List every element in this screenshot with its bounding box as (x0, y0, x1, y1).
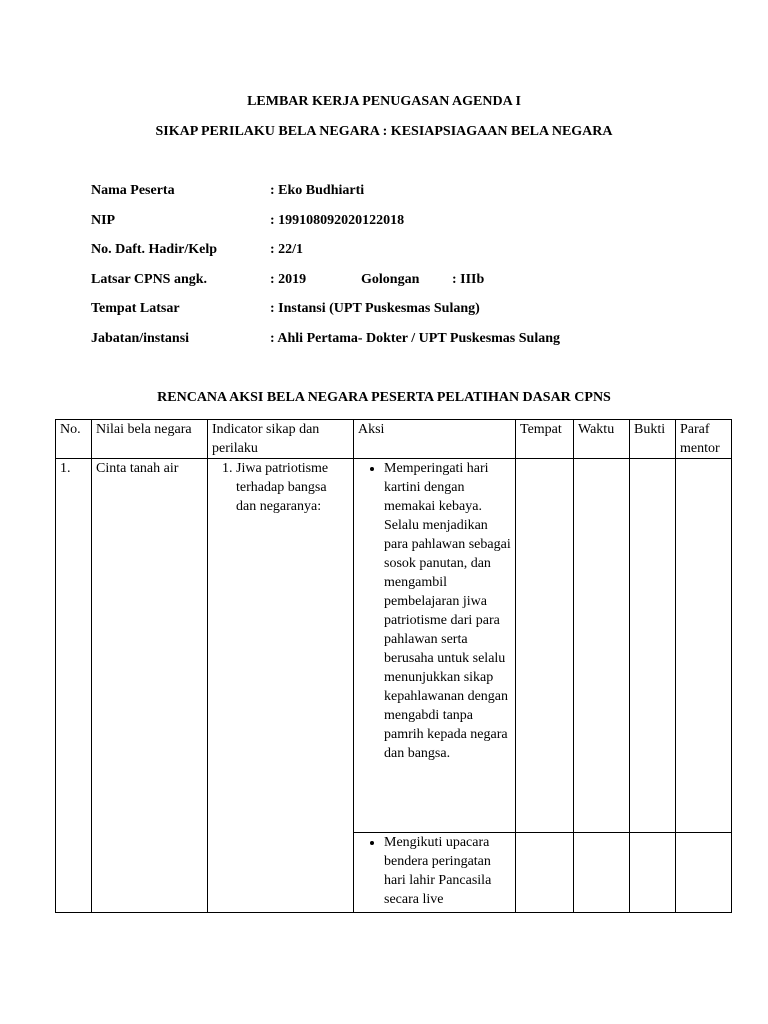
info-label: Jabatan/instansi (91, 331, 190, 346)
column-header: Aksi (354, 420, 516, 459)
document-title: LEMBAR KERJA PENUGASAN AGENDA I (247, 94, 521, 109)
info-value: : Eko Budhiarti (270, 183, 365, 198)
aksi-cell (354, 833, 516, 913)
table-header-row (56, 420, 732, 459)
column-header: Bukti (630, 420, 676, 459)
aksi-list (358, 459, 511, 763)
info-label: Nama Peserta (91, 183, 175, 198)
indicator-cell (208, 459, 354, 913)
nilai-bela-negara-cell: Cinta tanah air (92, 459, 208, 913)
column-header: Paraf mentor (676, 420, 732, 459)
golongan-label: Golongan (361, 272, 420, 287)
info-value: : 22/1 (270, 242, 304, 257)
info-label: Tempat Latsar (91, 301, 180, 316)
action-plan-table (55, 419, 732, 913)
aksi-item: • Mengikuti upacara bendera peringatan hari lahir Pancasila secara live (384, 833, 511, 909)
document-subtitle: SIKAP PERILAKU BELA NEGARA : KESIAPSIAGAAN BELA NEGARA (155, 124, 613, 139)
paraf-mentor-cell (676, 833, 732, 913)
aksi-cell (354, 459, 516, 833)
info-value: : 2019 (270, 272, 307, 287)
tempat-cell (516, 833, 574, 913)
column-header: Waktu (574, 420, 630, 459)
indicator-list (212, 459, 349, 516)
info-value: : Ahli Pertama- Dokter / UPT Puskesmas Sulang (270, 331, 560, 346)
aksi-item: • Memperingati hari kartini dengan memakai kebaya. Selalu menjadikan para pahlawan sebagai sosok panutan, dan mengambil pembelajaran jiwa patriotisme dari para pahlawan serta berusaha untuk selalu menunjukkan sikap kepahlawanan dengan mengabdi tanpa pamrih kepada negara dan bangsa. (384, 459, 511, 763)
waktu-cell (574, 459, 630, 833)
column-header: No. (56, 420, 92, 459)
golongan-value: : IIIb (452, 272, 485, 287)
aksi-list (358, 833, 511, 909)
info-label: Latsar CPNS angk. (91, 272, 208, 287)
tempat-cell (516, 459, 574, 833)
bukti-cell (630, 459, 676, 833)
column-header: Nilai bela negara (92, 420, 208, 459)
row-number: 1. (56, 459, 92, 913)
info-label: No. Daft. Hadir/Kelp (91, 242, 217, 257)
bukti-cell (630, 833, 676, 913)
info-value: : Instansi (UPT Puskesmas Sulang) (270, 301, 480, 316)
info-label: NIP (91, 213, 116, 228)
paraf-mentor-cell (676, 459, 732, 833)
column-header: Tempat (516, 420, 574, 459)
indicator-item: 1. Jiwa patriotisme terhadap bangsa dan negaranya: (236, 459, 349, 516)
info-value: : 199108092020122018 (270, 213, 405, 228)
column-header: Indicator sikap dan perilaku (208, 420, 354, 459)
section-title: RENCANA AKSI BELA NEGARA PESERTA PELATIHAN DASAR CPNS (157, 390, 611, 405)
table-row (56, 459, 732, 833)
waktu-cell (574, 833, 630, 913)
